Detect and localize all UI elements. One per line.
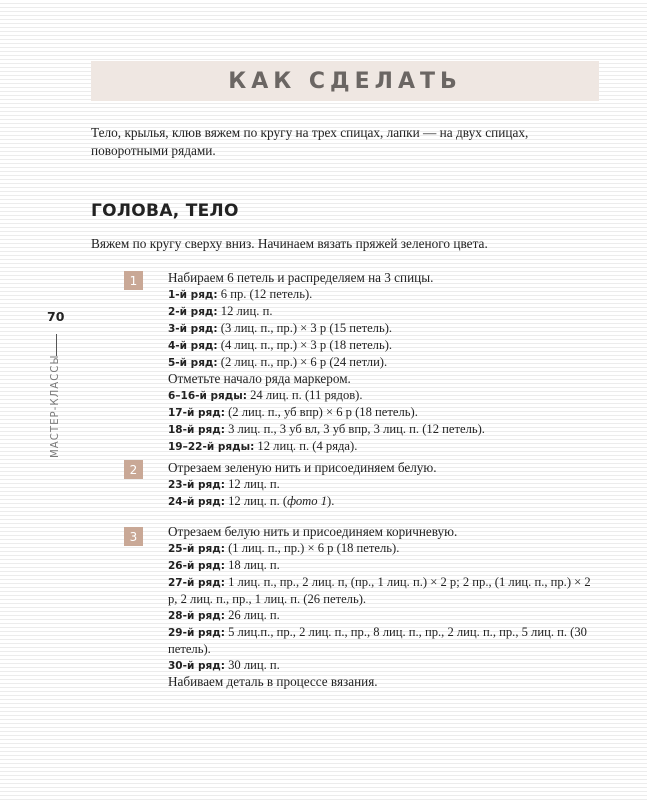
step-3-instructions	[168, 524, 598, 690]
section-label-vertical	[50, 354, 64, 458]
title-banner	[91, 61, 599, 101]
instruction-line: 19–22-й ряды: 12 лиц. п. (4 ряда).	[168, 439, 358, 453]
instruction-line: 26-й ряд: 18 лиц. п.	[168, 558, 280, 572]
instruction-line: 27-й ряд: 1 лиц. п., пр., 2 лиц. п, (пр., 1 лиц. п.) × 2 р; 2 пр., (1 лиц. п., пр.) × 2 р, 2 лиц. п., пр., 1 лиц. п. (26 петель).	[168, 575, 591, 606]
page-number: 70	[47, 309, 65, 324]
step-1-instructions	[168, 270, 598, 455]
instruction-line: 5-й ряд: (2 лиц. п., пр.) × 6 р (24 петли).	[168, 355, 388, 369]
instruction-line: Отрезаем зеленую нить и присоединяем белую.	[168, 460, 437, 475]
section-title: ГОЛОВА, ТЕЛО	[91, 201, 239, 221]
section-label: МАСТЕР-КЛАССЫ	[50, 354, 61, 458]
instruction-line: 18-й ряд: 3 лиц. п., 3 уб вл, 3 уб впр, 3 лиц. п. (12 петель).	[168, 422, 485, 436]
instruction-line: 30-й ряд: 30 лиц. п.	[168, 658, 280, 672]
step-number-badge: 2	[124, 460, 143, 479]
instruction-line: Отметьте начало ряда маркером.	[168, 371, 351, 386]
margin-divider	[56, 334, 57, 356]
section-intro: Вяжем по кругу сверху вниз. Начинаем вязать пряжей зеленого цвета.	[91, 236, 488, 251]
instruction-line: 17-й ряд: (2 лиц. п., уб впр) × 6 р (18 петель).	[168, 405, 418, 419]
instruction-line: 3-й ряд: (3 лиц. п., пр.) × 3 р (15 петель).	[168, 321, 393, 335]
instruction-line: 1-й ряд: 6 пр. (12 петель).	[168, 287, 313, 301]
instruction-line: Набиваем деталь в процессе вязания.	[168, 674, 378, 689]
instruction-line: 29-й ряд: 5 лиц.п., пр., 2 лиц. п., пр., 8 лиц. п., пр., 2 лиц. п., пр., 5 лиц. п. (30 петель).	[168, 625, 587, 656]
instruction-line: 23-й ряд: 12 лиц. п.	[168, 477, 280, 491]
step-2-instructions	[168, 460, 598, 510]
instruction-line: 25-й ряд: (1 лиц. п., пр.) × 6 р (18 петель).	[168, 541, 400, 555]
step-number-badge: 3	[124, 527, 143, 546]
instruction-line: Отрезаем белую нить и присоединяем коричневую.	[168, 524, 458, 539]
instruction-line: Набираем 6 петель и распределяем на 3 спицы.	[168, 270, 434, 285]
instruction-line: 24-й ряд: 12 лиц. п. (фото 1).	[168, 494, 335, 508]
page-title: КАК СДЕЛАТЬ	[228, 68, 462, 94]
instruction-line: 2-й ряд: 12 лиц. п.	[168, 304, 273, 318]
step-number-badge: 1	[124, 271, 143, 290]
instruction-line: 6–16-й ряды: 24 лиц. п. (11 рядов).	[168, 388, 363, 402]
instruction-line: 4-й ряд: (4 лиц. п., пр.) × 3 р (18 петель).	[168, 338, 393, 352]
intro-paragraph: Тело, крылья, клюв вяжем по кругу на трех спицах, лапки — на двух спицах, поворотными рядами.	[91, 125, 529, 158]
instruction-line: 28-й ряд: 26 лиц. п.	[168, 608, 280, 622]
